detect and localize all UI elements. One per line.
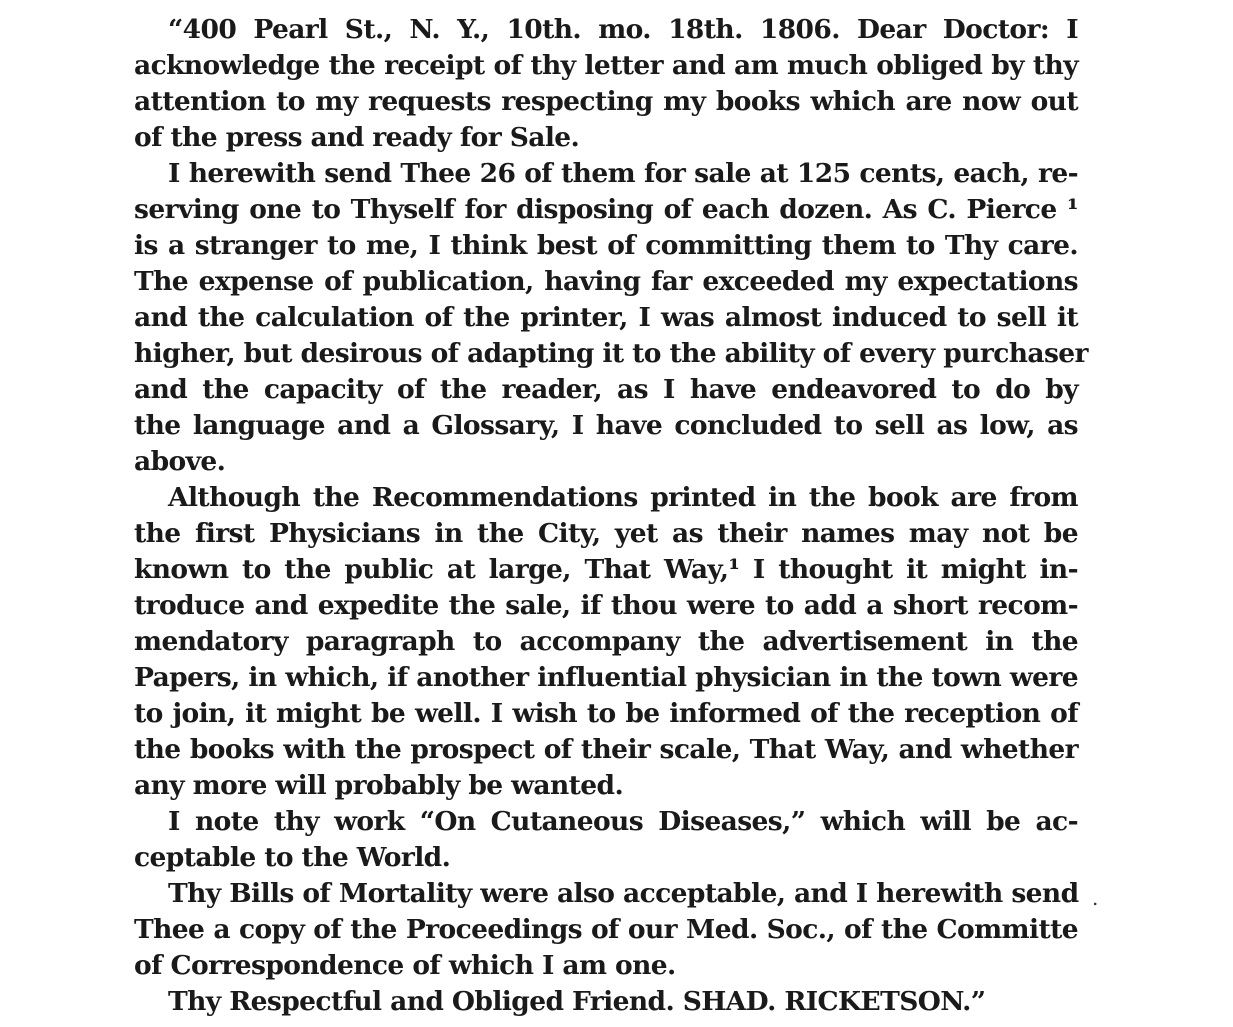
text-line: “400 Pearl St., N. Y., 10th. mo. 18th. 1806. Dear Doctor: I [168,14,1078,45]
paragraph-sale [134,156,1088,480]
text-line: Although the Recommendations printed in the book are from [168,482,1078,513]
text-line: attention to my requests respecting my books which are now out [134,86,1078,117]
text-line: mendatory paragraph to accompany the advertisement in the [134,626,1078,657]
text-line: of Correspondence of which I am one. [134,950,676,981]
paragraph-cutaneous [134,804,1078,876]
text-line: is a stranger to me, I think best of committing them to Thy care. [134,230,1078,261]
text-line: ceptable to the World. [134,842,451,873]
text-line: to join, it might be well. I wish to be informed of the reception of [134,698,1078,729]
paragraph-greeting [134,12,1078,156]
text-line: I herewith send Thee 26 of them for sale at 125 cents, each, re- [168,158,1078,189]
text-line: The expense of publication, having far exceeded my expectations [134,266,1078,297]
stray-mark: . [1092,886,1099,910]
text-line: Thee a copy of the Proceedings of our Med. Soc., of the Committe [134,914,1078,945]
text-line: troduce and expedite the sale, if thou were to add a short recom- [134,590,1078,621]
signature-line: Thy Respectful and Obliged Friend. SHAD. RICKETSON.” [168,986,986,1017]
paragraph-bills [134,876,1078,984]
text-line: the first Physicians in the City, yet as their names may not be [134,518,1078,549]
text-line: known to the public at large, That Way,¹ I thought it might in- [134,554,1078,585]
text-line: and the capacity of the reader, as I have endeavored to do by [134,374,1078,405]
text-line: of the press and ready for Sale. [134,122,580,153]
text-line: the language and a Glossary, I have concluded to sell as low, as [134,410,1078,441]
text-line: I note thy work “On Cutaneous Diseases,” which will be ac- [168,806,1078,837]
text-line: higher, but desirous of adapting it to the ability of every purchaser [134,338,1088,369]
letter-text [134,12,1088,1020]
text-line: any more will probably be wanted. [134,770,624,801]
text-line: serving one to Thyself for disposing of each dozen. As C. Pierce ¹ [134,194,1078,225]
text-line: acknowledge the receipt of thy letter and am much obliged by thy [134,50,1078,81]
text-line: and the calculation of the printer, I was almost induced to sell it [134,302,1078,333]
text-line: above. [134,446,226,477]
text-line: Papers, in which, if another influential physician in the town were [134,662,1078,693]
paragraph-signature [134,984,1078,1020]
text-line: Thy Bills of Mortality were also acceptable, and I herewith send [168,878,1079,909]
paragraph-recommendations [134,480,1078,804]
text-line: the books with the prospect of their scale, That Way, and whether [134,734,1078,765]
